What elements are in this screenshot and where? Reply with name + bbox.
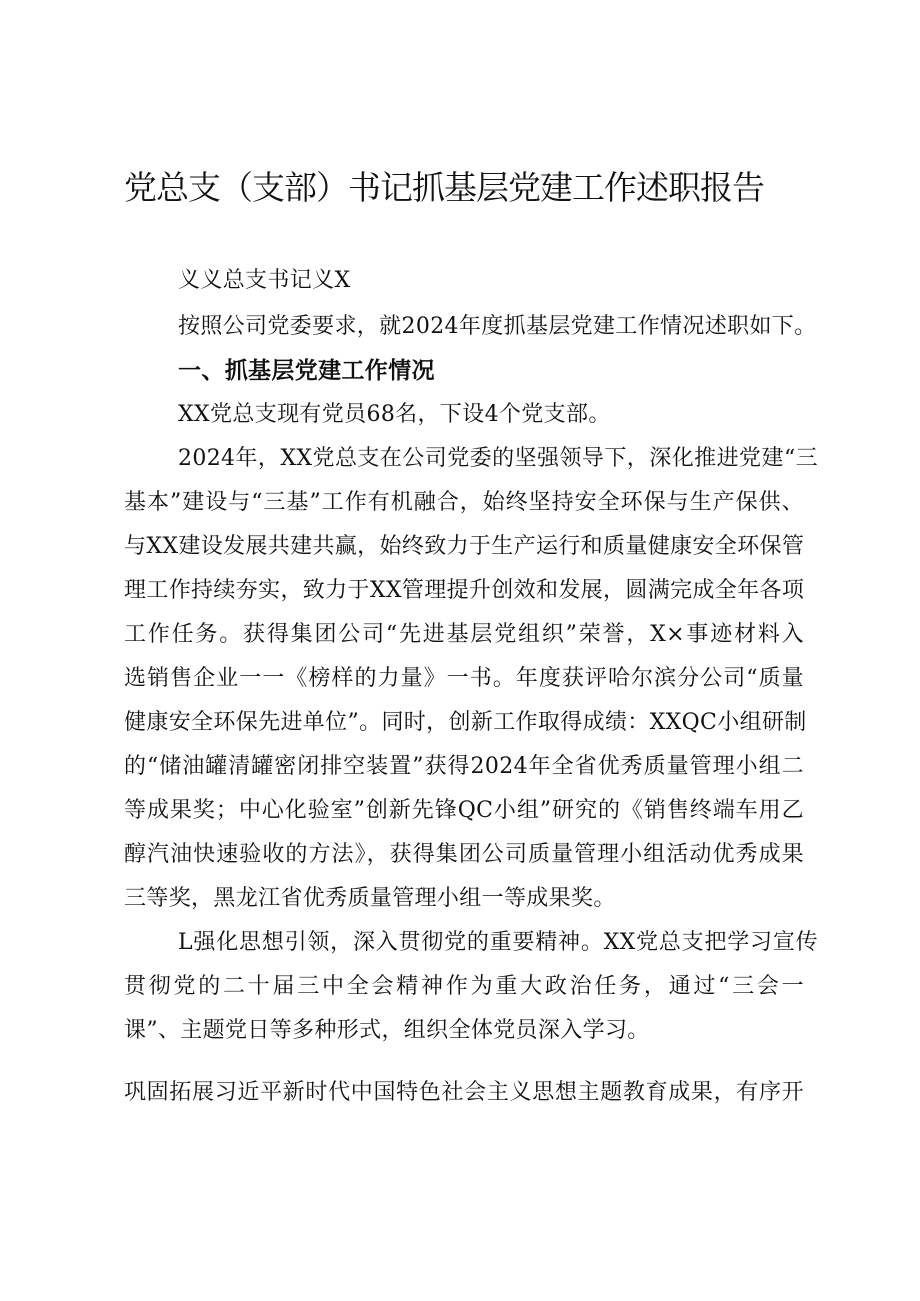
paragraph-1-line: 的“储油罐清罐密闭排空装置”获得2024年全省优秀质量管理小组二: [124, 754, 804, 779]
paragraph-3-line: 巩固拓展习近平新时代中国特色社会主义思想主题教育成果，有序开: [124, 1080, 804, 1105]
paragraph-2-line: L强化思想引领，深入贯彻党的重要精神。XX党总支把学习宣传: [178, 930, 818, 955]
paragraph-1-line: 与XX建设发展共建共赢，始终致力于生产运行和质量健康安全环保管: [124, 534, 805, 559]
membership-paragraph: XX党总支现有党员68名，下设4个党支部。: [178, 402, 611, 427]
paragraph-1-line: 理工作持续夯实，致力于XX管理提升创效和发展，圆满完成全年各项: [124, 578, 805, 603]
paragraph-1-line: 健康安全环保先进单位”。同时，创新工作取得成绩：XXQC小组研制: [124, 710, 807, 735]
paragraph-1-line: 2024年，XX党总支在公司党委的坚强领导下，深化推进党建“三: [178, 446, 818, 471]
paragraph-1-line: 基本”建设与“三基”工作有机融合，始终坚持安全环保与生产保供、: [124, 490, 804, 515]
section-heading: 一、抓基层党建工作情况: [178, 358, 435, 384]
paragraph-1-line: 三等奖，黑龙江省优秀质量管理小组一等成果奖。: [124, 886, 616, 911]
paragraph-1-line: 选销售企业一一《榜样的力量》一书。年度获评哈尔滨分公司“质量: [124, 666, 804, 691]
intro-paragraph: 按照公司党委要求，就2024年度抓基层党建工作情况述职如下。: [178, 314, 817, 339]
paragraph-2-line: 贯彻党的二十届三中全会精神作为重大政治任务，通过“三会一: [124, 974, 804, 999]
paragraph-2-line: 课”、主题党日等多种形式，组织全体党员深入学习。: [124, 1018, 650, 1043]
document-title: 党总支（支部）书记抓基层党建工作述职报告: [124, 168, 764, 207]
paragraph-1-line: 醇汽油快速验收的方法》，获得集团公司质量管理小组活动优秀成果: [124, 842, 804, 867]
author-line: 义义总支书记义X: [178, 268, 351, 293]
paragraph-1-line: 工作任务。获得集团公司“先进基层党组织”荣誉，X×事迹材料入: [124, 622, 804, 647]
paragraph-1-line: 等成果奖；中心化验室”创新先锋QC小组”研究的《销售终端车用乙: [124, 798, 804, 823]
